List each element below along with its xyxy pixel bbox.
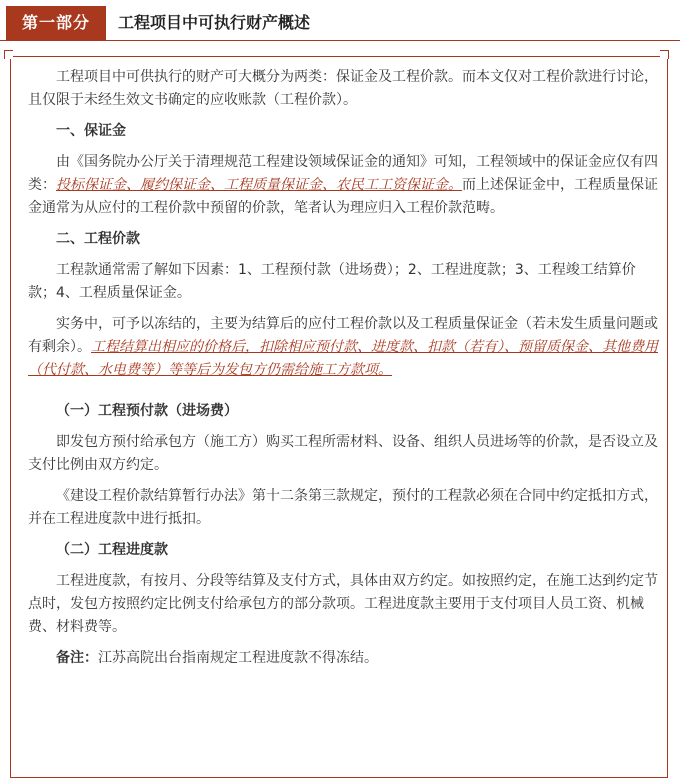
deposit-paragraph xyxy=(28,151,662,220)
advance-payment-paragraph: 即发包方预付给承包方（施工方）购买工程所需材料、设备、组织人员进场等的价款，是否设立及支付比例由双方约定。 xyxy=(28,434,658,473)
deposit-highlight: 投标保证金、履约保证金、工程质量保证金、农民工工资保证金。 xyxy=(56,177,462,193)
note-text: 江苏高院出台指南规定工程进度款不得冻结。 xyxy=(98,650,378,666)
note-label: 备注： xyxy=(56,650,98,666)
freeze-paragraph xyxy=(28,313,662,382)
heading-project-price: 二、工程价款 xyxy=(56,231,140,247)
progress-payment-paragraph: 工程进度款，有按月、分段等结算及支付方式，具体由双方约定。如按照约定，在施工达到约定节点时，发包方按照约定比例支付给承包方的部分款项。工程进度款主要用于支付项目人员工资、机械费、材料费等。 xyxy=(28,573,658,635)
deposit-text-a: 由《国务院办公厅关于清理规范工程建设领域保证金的通知》可知，工程领域中的保证金应仅有四类： xyxy=(28,154,658,193)
section-header xyxy=(0,0,680,44)
note-paragraph xyxy=(28,647,662,670)
header-rule xyxy=(0,40,680,41)
frame-corner-left xyxy=(4,50,13,59)
freeze-text: 实务中，可予以冻结的，主要为结算后的应付工程价款以及工程质量保证金（若未发生质量问题或有剩余）。 xyxy=(28,316,658,355)
deposit-text-b: 而上述保证金中，工程质量保证金通常为从应付的工程价款中预留的价款，笔者认为理应归入工程价款范畴。 xyxy=(28,177,658,216)
frame-corner-right xyxy=(660,50,669,59)
article-body xyxy=(28,66,662,670)
price-factors-paragraph: 工程款通常需了解如下因素：1、工程预付款（进场费）；2、工程进度款；3、工程竣工结算价款；4、工程质量保证金。 xyxy=(28,262,636,301)
freeze-highlight: 工程结算出相应的价格后，扣除相应预付款、进度款、扣款（若有）、预留质保金、其他费用（代付款、水电费等）等等后为发包方仍需给施工方款项。 xyxy=(28,339,658,378)
section-badge: 第一部分 xyxy=(6,6,106,40)
intro-paragraph: 工程项目中可供执行的财产可大概分为两类：保证金及工程价款。而本文仅对工程价款进行讨论，且仅限于未经生效文书确定的应收账款（工程价款）。 xyxy=(28,69,658,108)
heading-deposit: 一、保证金 xyxy=(56,123,126,139)
heading-advance-payment: （一）工程预付款（进场费） xyxy=(56,403,238,419)
heading-progress-payment: （二）工程进度款 xyxy=(56,542,168,558)
section-title: 工程项目中可执行财产概述 xyxy=(118,13,311,32)
advance-payment-regulation: 《建设工程价款结算暂行办法》第十二条第三款规定，预付的工程款必须在合同中约定抵扣方式，并在工程进度款中进行抵扣。 xyxy=(28,488,658,527)
